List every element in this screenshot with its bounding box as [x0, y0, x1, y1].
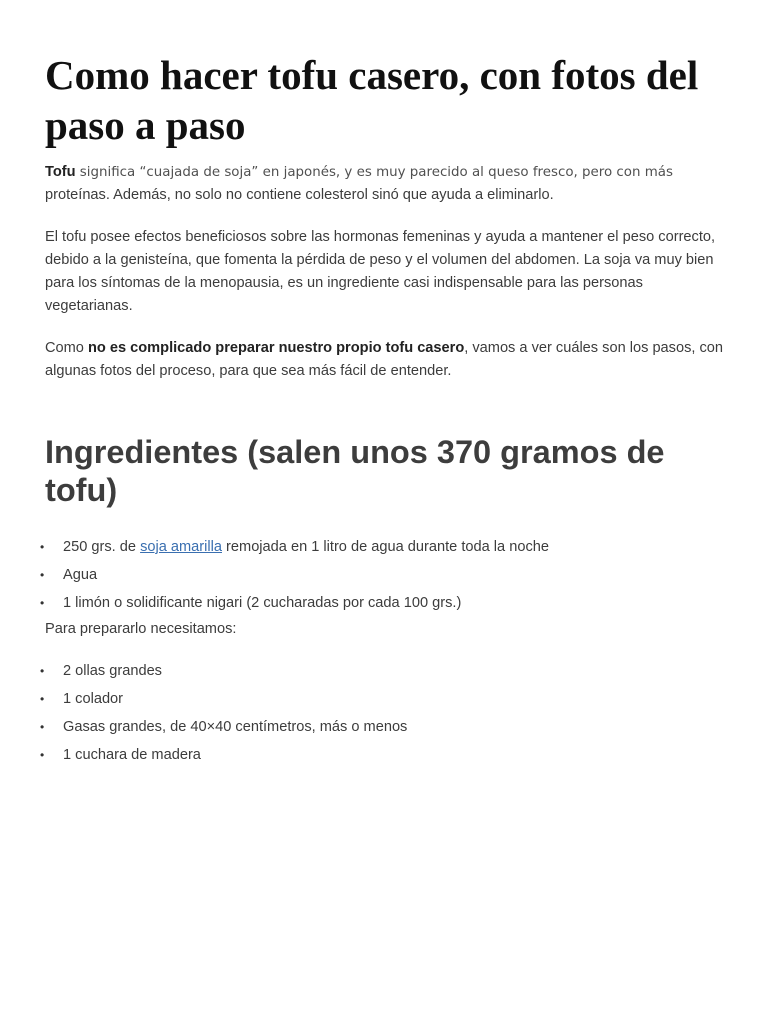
bullet-icon: • — [40, 748, 45, 762]
steps-intro-bold: no es complicado preparar nuestro propio tofu casero — [87, 340, 465, 356]
soja-amarilla-link[interactable]: soja amarilla — [140, 539, 222, 555]
ingredient-1-before: 250 grs. de — [63, 539, 141, 555]
list-item — [40, 657, 725, 685]
tool-3: Gasas grandes, de 40×40 centímetros, más o menos — [63, 719, 408, 735]
bullet-icon: • — [40, 664, 45, 678]
intro-paragraph — [45, 161, 725, 207]
bullet-icon: • — [40, 720, 45, 734]
steps-intro-before: Como — [45, 340, 88, 356]
list-item — [40, 713, 725, 741]
tools-intro: Para prepararlo necesitamos: — [45, 621, 237, 637]
benefits-paragraph: El tofu posee efectos beneficiosos sobre las hormonas femeninas y ayuda a mantener el peso correcto, debido a la genisteína, que fomenta la pérdida de peso y el volumen del abdomen. La soja va muy bien para los síntomas de la menopausia, es un ingrediente casi indispensable para las personas vegetarianas. — [45, 229, 716, 314]
list-item — [40, 561, 725, 589]
intro-text-line2: proteínas. Además, no solo no contiene colesterol sinó que ayuda a eliminarlo. — [45, 187, 554, 203]
page-title: Como hacer tofu casero, con fotos del paso a paso — [45, 52, 699, 148]
ingredient-3: 1 limón o solidificante nigari (2 cucharadas por cada 100 grs.) — [63, 595, 462, 611]
bullet-icon: • — [40, 692, 45, 706]
list-item — [40, 589, 725, 617]
article — [40, 0, 725, 769]
list-item — [40, 533, 725, 561]
list-item — [40, 741, 725, 769]
steps-intro-paragraph — [45, 337, 725, 383]
tool-1: 2 ollas grandes — [63, 663, 162, 679]
tools-list — [40, 657, 725, 769]
ingredients-list — [40, 533, 725, 617]
bullet-icon: • — [40, 596, 45, 610]
tool-4: 1 cuchara de madera — [63, 747, 201, 763]
tool-2: 1 colador — [63, 691, 124, 707]
intro-text-line1: significa “cuajada de soja” en japonés, y es muy parecido al queso fresco, pero con más — [75, 165, 673, 180]
intro-bold-word: Tofu — [45, 164, 76, 180]
ingredient-1-after: remojada en 1 litro de agua durante toda la noche — [222, 539, 549, 555]
bullet-icon: • — [40, 540, 45, 554]
ingredient-2: Agua — [63, 567, 98, 583]
steps-intro-after: , vamos a ver cuáles son los pasos, con algunas fotos del proceso, para que sea más fácil de entender. — [45, 340, 724, 379]
list-item — [40, 685, 725, 713]
ingredients-heading: Ingredientes (salen unos 370 gramos de tofu) — [45, 434, 665, 508]
bullet-icon: • — [40, 568, 45, 582]
